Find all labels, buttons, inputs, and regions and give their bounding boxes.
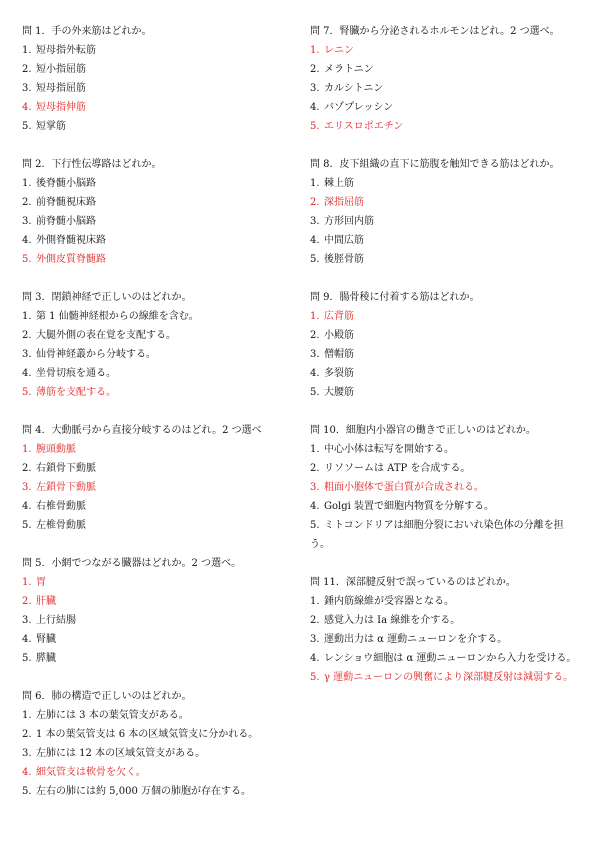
choice-number: 5. xyxy=(310,254,320,265)
spacer xyxy=(22,136,290,155)
question-block xyxy=(22,22,290,136)
choice-number: 5. xyxy=(310,520,320,531)
question-block xyxy=(310,421,580,554)
answer-choice xyxy=(22,516,290,535)
answer-choice xyxy=(310,345,580,364)
spacer xyxy=(310,402,580,421)
choice-number: 3. xyxy=(22,349,32,360)
answer-choice-correct xyxy=(310,668,580,687)
question-title: 問 8．皮下組織の直下に筋腹を触知できる筋はどれか。 xyxy=(310,159,560,170)
choice-text: 細気管支は軟骨を欠く。 xyxy=(36,767,146,778)
answer-choice xyxy=(22,307,290,326)
choice-number: 5. xyxy=(22,786,32,797)
choice-text: カルシトニン xyxy=(324,83,384,94)
choice-number: 4. xyxy=(310,501,320,512)
answer-choice xyxy=(310,212,580,231)
choice-number: 4. xyxy=(22,501,32,512)
choice-text: 中心小体は転写を開始する。 xyxy=(324,444,454,455)
choice-number: 2. xyxy=(310,64,320,75)
choice-text: 左右の肺には約 5,000 万個の肺胞が存在する。 xyxy=(36,786,251,797)
question-block xyxy=(310,155,580,269)
choice-text: 錘内筋線維が受容器となる。 xyxy=(324,596,454,607)
question-block xyxy=(310,573,580,687)
choice-text: Golgi 装置で細胞内物質を分解する。 xyxy=(324,501,494,512)
answer-choice xyxy=(22,79,290,98)
choice-number: 1. xyxy=(22,710,32,721)
answer-choice xyxy=(310,364,580,383)
choice-number: 5. xyxy=(22,121,32,132)
choice-number: 1. xyxy=(22,444,32,455)
choice-text: 坐骨切痕を通る。 xyxy=(36,368,116,379)
choice-text: 前脊髄視床路 xyxy=(36,197,96,208)
answer-choice-correct xyxy=(22,592,290,611)
choice-text: 左鎖骨下動脈 xyxy=(36,482,96,493)
choice-text: 右鎖骨下動脈 xyxy=(36,463,96,474)
answer-choice xyxy=(22,725,290,744)
choice-text: 大腿外側の表在覚を支配する。 xyxy=(36,330,176,341)
spacer xyxy=(22,668,290,687)
choice-number: 4. xyxy=(22,235,32,246)
question-block xyxy=(22,421,290,535)
choice-text: 前脊髄小脳路 xyxy=(36,216,96,227)
answer-choice-correct xyxy=(22,440,290,459)
answer-choice-correct xyxy=(310,193,580,212)
choice-number: 3. xyxy=(310,482,320,493)
answer-choice-correct xyxy=(310,117,580,136)
question-title: 問 11．深部腱反射で誤っているのはどれか。 xyxy=(310,577,516,588)
choice-number: 1. xyxy=(310,444,320,455)
choice-text: 肝臓 xyxy=(36,596,56,607)
choice-text: 中間広筋 xyxy=(324,235,364,246)
choice-text: 1 本の葉気管支は 6 本の区域気管支に分かれる。 xyxy=(36,729,259,740)
answer-choice xyxy=(310,440,580,459)
choice-number: 5. xyxy=(22,387,32,398)
choice-text: 薄筋を支配する。 xyxy=(36,387,116,398)
choice-text: 外側皮質脊髄路 xyxy=(36,254,106,265)
question-title: 問 5．小網でつながる臓器はどれか。2 つ選べ。 xyxy=(22,558,242,569)
choice-text: 小殿筋 xyxy=(324,330,354,341)
choice-text: 短母指外転筋 xyxy=(36,45,96,56)
answer-choice-correct xyxy=(22,98,290,117)
choice-number: 4. xyxy=(310,368,320,379)
choice-number: 4. xyxy=(310,102,320,113)
choice-number: 2. xyxy=(22,330,32,341)
choice-text: 短母指伸筋 xyxy=(36,102,86,113)
choice-text: 腎臓 xyxy=(36,634,56,645)
choice-text: 膵臓 xyxy=(36,653,56,664)
choice-text: 運動出力は α 運動ニューロンを介する。 xyxy=(324,634,508,645)
question-title: 問 6．肺の構造で正しいのはどれか。 xyxy=(22,691,192,702)
choice-number: 3. xyxy=(310,216,320,227)
choice-number: 5. xyxy=(22,520,32,531)
choice-text: 胃 xyxy=(36,577,46,588)
choice-number: 3. xyxy=(310,349,320,360)
choice-number: 2. xyxy=(22,729,32,740)
answer-choice xyxy=(22,231,290,250)
left-column xyxy=(22,22,290,801)
choice-number: 1. xyxy=(310,311,320,322)
choice-number: 2. xyxy=(22,463,32,474)
choice-text: 短母指屈筋 xyxy=(36,83,86,94)
spacer xyxy=(22,269,290,288)
question-title: 問 7．腎臓から分泌されるホルモンはどれ。2 つ選べ。 xyxy=(310,26,560,37)
answer-choice xyxy=(310,231,580,250)
answer-choice-correct xyxy=(22,383,290,402)
answer-choice xyxy=(310,459,580,478)
choice-text: 僧帽筋 xyxy=(324,349,354,360)
answer-choice xyxy=(22,630,290,649)
answer-choice xyxy=(310,174,580,193)
question-block xyxy=(22,687,290,801)
choice-text: 短掌筋 xyxy=(36,121,66,132)
choice-number: 3. xyxy=(310,83,320,94)
choice-number: 3. xyxy=(310,634,320,645)
answer-choice xyxy=(310,79,580,98)
choice-number: 2. xyxy=(310,197,320,208)
choice-number: 5. xyxy=(22,653,32,664)
choice-number: 1. xyxy=(22,577,32,588)
choice-text: 粗面小胞体で蛋白質が合成される。 xyxy=(324,482,484,493)
choice-text: 後脊髄小脳路 xyxy=(36,178,96,189)
answer-choice-correct xyxy=(22,763,290,782)
answer-choice xyxy=(310,98,580,117)
choice-text: 方形回内筋 xyxy=(324,216,374,227)
choice-number: 3. xyxy=(22,748,32,759)
choice-number: 4. xyxy=(22,368,32,379)
answer-choice xyxy=(310,516,580,554)
choice-text: 棘上筋 xyxy=(324,178,354,189)
choice-text: メラトニン xyxy=(324,64,374,75)
choice-text: 第 1 仙髄神経根からの線維を含む。 xyxy=(36,311,199,322)
answer-choice xyxy=(310,497,580,516)
answer-choice xyxy=(22,459,290,478)
choice-number: 5. xyxy=(310,387,320,398)
choice-number: 2. xyxy=(22,64,32,75)
answer-choice xyxy=(310,611,580,630)
choice-text: 右椎骨動脈 xyxy=(36,501,86,512)
answer-choice-correct xyxy=(22,573,290,592)
question-block xyxy=(310,288,580,402)
choice-text: γ 運動ニューロンの興奮により深部腱反射は減弱する。 xyxy=(324,672,574,683)
choice-number: 4. xyxy=(22,767,32,778)
choice-number: 3. xyxy=(22,482,32,493)
choice-text: レンショウ細胞は α 運動ニューロンから入力を受ける。 xyxy=(324,653,577,664)
answer-choice xyxy=(310,60,580,79)
choice-text: 深指屈筋 xyxy=(324,197,364,208)
question-title: 問 2．下行性伝導路はどれか。 xyxy=(22,159,162,170)
choice-number: 4. xyxy=(22,102,32,113)
answer-choice xyxy=(22,60,290,79)
question-title: 問 10．細胞内小器官の働きで正しいのはどれか。 xyxy=(310,425,536,436)
choice-number: 5. xyxy=(310,121,320,132)
choice-number: 1. xyxy=(22,45,32,56)
choice-text: リソソームは ATP を合成する。 xyxy=(324,463,471,474)
choice-number: 5. xyxy=(22,254,32,265)
choice-number: 4. xyxy=(310,235,320,246)
answer-choice xyxy=(22,649,290,668)
choice-number: 4. xyxy=(22,634,32,645)
choice-text: 多裂筋 xyxy=(324,368,354,379)
spacer xyxy=(22,535,290,554)
question-block xyxy=(22,554,290,668)
choice-number: 4. xyxy=(310,653,320,664)
choice-text: 感覚入力は Ia 線維を介する。 xyxy=(324,615,461,626)
question-title: 問 4．大動脈弓から直接分岐するのはどれ。2 つ選べ xyxy=(22,425,262,436)
spacer xyxy=(310,554,580,573)
question-block xyxy=(22,155,290,269)
choice-text: ミトコンドリアは細胞分裂においれ染色体の分離を担う。 xyxy=(310,520,564,550)
answer-choice-correct xyxy=(310,41,580,60)
choice-number: 1. xyxy=(22,178,32,189)
answer-choice xyxy=(22,364,290,383)
answer-choice xyxy=(22,497,290,516)
answer-choice xyxy=(22,193,290,212)
choice-text: 左椎骨動脈 xyxy=(36,520,86,531)
answer-choice xyxy=(310,250,580,269)
choice-number: 1. xyxy=(310,596,320,607)
choice-text: バゾプレッシン xyxy=(324,102,394,113)
choice-number: 2. xyxy=(22,197,32,208)
answer-choice xyxy=(22,611,290,630)
answer-choice-correct xyxy=(310,478,580,497)
answer-choice xyxy=(22,174,290,193)
choice-text: 後脛骨筋 xyxy=(324,254,364,265)
choice-number: 3. xyxy=(22,83,32,94)
choice-text: エリスロポエチン xyxy=(324,121,404,132)
choice-number: 2. xyxy=(310,330,320,341)
choice-number: 2. xyxy=(310,615,320,626)
question-block xyxy=(310,22,580,136)
choice-text: 短小指屈筋 xyxy=(36,64,86,75)
answer-choice xyxy=(310,630,580,649)
answer-choice-correct xyxy=(22,478,290,497)
answer-choice xyxy=(22,41,290,60)
spacer xyxy=(310,269,580,288)
answer-choice-correct xyxy=(310,307,580,326)
answer-choice xyxy=(22,345,290,364)
answer-choice xyxy=(22,212,290,231)
right-column xyxy=(310,22,580,687)
answer-choice xyxy=(310,326,580,345)
answer-choice xyxy=(22,744,290,763)
answer-choice xyxy=(22,706,290,725)
answer-choice xyxy=(310,649,580,668)
choice-number: 3. xyxy=(22,615,32,626)
answer-choice xyxy=(310,592,580,611)
choice-number: 2. xyxy=(310,463,320,474)
choice-text: 上行結腸 xyxy=(36,615,76,626)
question-block xyxy=(22,288,290,402)
choice-text: 大腰筋 xyxy=(324,387,354,398)
choice-text: 広背筋 xyxy=(324,311,354,322)
choice-text: 仙骨神経叢から分岐する。 xyxy=(36,349,156,360)
spacer xyxy=(22,402,290,421)
choice-number: 2. xyxy=(22,596,32,607)
question-title: 問 1．手の外来筋はどれか。 xyxy=(22,26,152,37)
choice-number: 1. xyxy=(310,45,320,56)
choice-text: 左肺には 12 本の区域気管支がある。 xyxy=(36,748,206,759)
spacer xyxy=(310,136,580,155)
answer-choice xyxy=(22,326,290,345)
answer-choice-correct xyxy=(22,250,290,269)
choice-text: 左肺には 3 本の葉気管支がある。 xyxy=(36,710,189,721)
answer-choice xyxy=(22,117,290,136)
answer-choice xyxy=(22,782,290,801)
choice-text: 腕頭動脈 xyxy=(36,444,76,455)
choice-number: 1. xyxy=(310,178,320,189)
choice-number: 5. xyxy=(310,672,320,683)
choice-text: 外側脊髄視床路 xyxy=(36,235,106,246)
question-title: 問 3．閉鎖神経で正しいのはどれか。 xyxy=(22,292,192,303)
choice-text: レニン xyxy=(324,45,354,56)
question-title: 問 9．腸骨稜に付着する筋はどれか。 xyxy=(310,292,480,303)
answer-choice xyxy=(310,383,580,402)
choice-number: 1. xyxy=(22,311,32,322)
choice-number: 3. xyxy=(22,216,32,227)
